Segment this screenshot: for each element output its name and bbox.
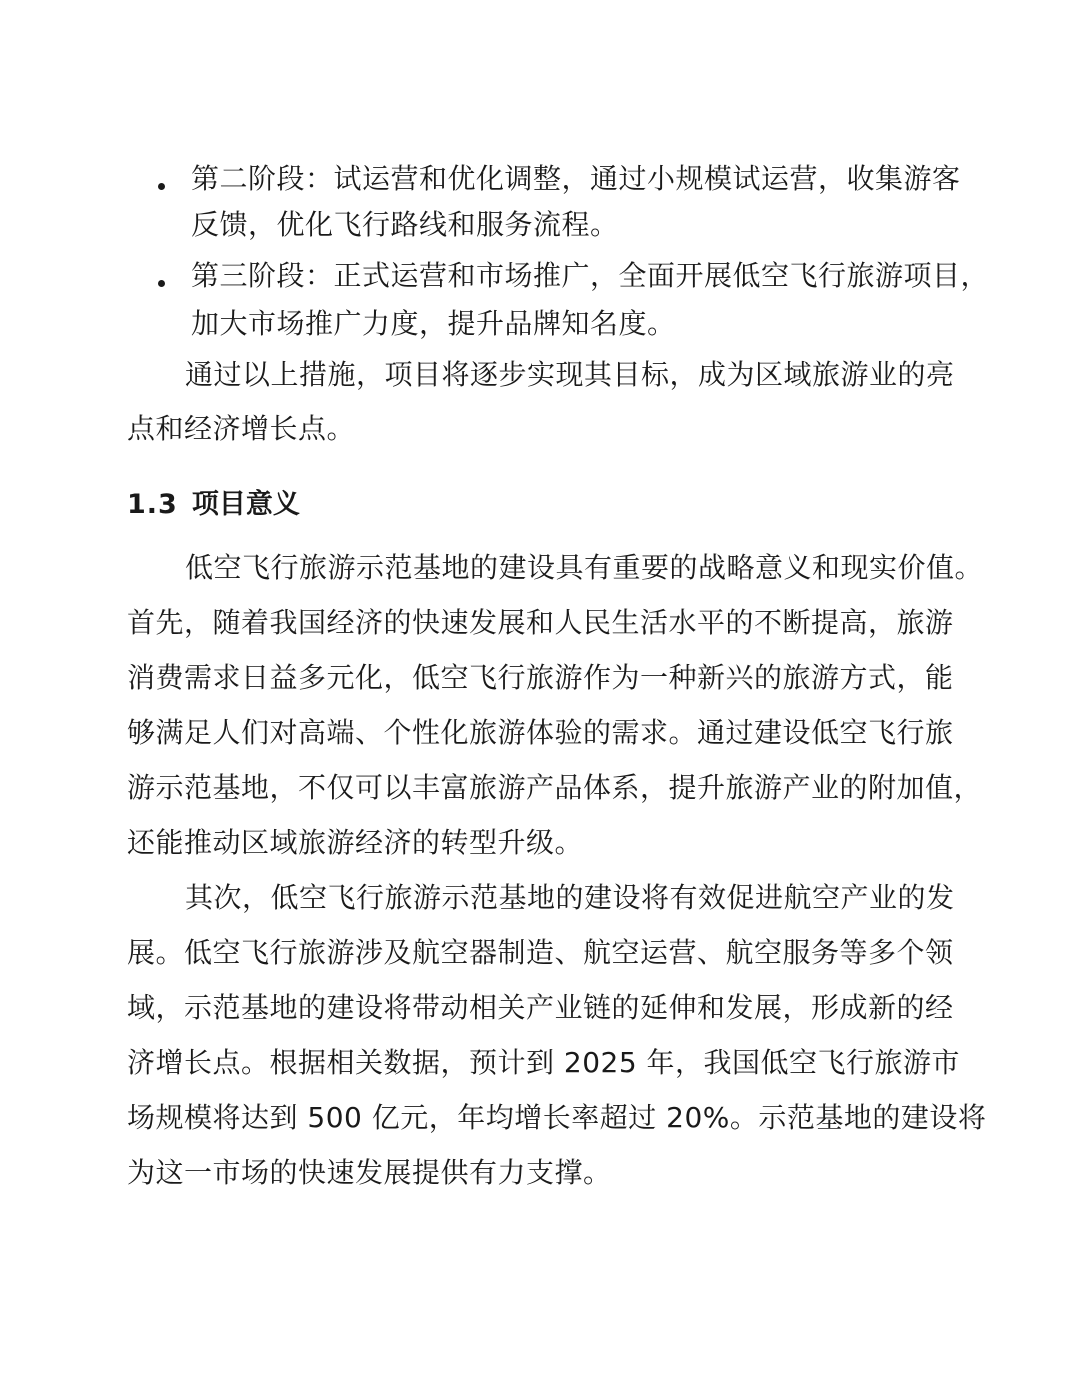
- paragraph-1-line-2: 首先，随着我国经济的快速发展和人民生活水平的不断提高，旅游: [127, 606, 954, 639]
- bullet-2-line-1: 第三阶段：正式运营和市场推广，全面开展低空飞行旅游项目，: [191, 259, 990, 292]
- bullet-dot: [158, 280, 165, 287]
- paragraph-1-line-5: 游示范基地，不仅可以丰富旅游产品体系，提升旅游产业的附加值，: [127, 771, 983, 804]
- section-title: 项目意义: [191, 489, 300, 520]
- section-number: 1.3: [127, 489, 178, 520]
- paragraph-1-line-1: 低空飞行旅游示范基地的建设具有重要的战略意义和现实价值。: [185, 551, 984, 584]
- paragraph-2-line-2: 展。低空飞行旅游涉及航空器制造、航空运营、航空服务等多个领: [127, 936, 954, 969]
- bullet-2-line-2: 加大市场推广力度，提升品牌知名度。: [191, 307, 676, 340]
- bullet-1-line-1: 第二阶段：试运营和优化调整，通过小规模试运营，收集游客: [191, 162, 961, 195]
- paragraph-2-line-1: 其次，低空飞行旅游示范基地的建设将有效促进航空产业的发: [185, 881, 955, 914]
- paragraph-1-line-3: 消费需求日益多元化，低空飞行旅游作为一种新兴的旅游方式，能: [127, 661, 954, 694]
- paragraph-2-line-6: 为这一市场的快速发展提供有力支撑。: [127, 1156, 612, 1189]
- paragraph-2-line-4: 济增长点。根据相关数据，预计到 2025 年，我国低空飞行旅游市: [127, 1046, 961, 1079]
- paragraph-1-line-4: 够满足人们对高端、个性化旅游体验的需求。通过建设低空飞行旅: [127, 716, 954, 749]
- summary-line-1: 通过以上措施，项目将逐步实现其目标，成为区域旅游业的亮: [185, 358, 955, 391]
- bullet-dot: [158, 183, 165, 190]
- bullet-1-line-2: 反馈，优化飞行路线和服务流程。: [191, 208, 619, 241]
- summary-line-2: 点和经济增长点。: [127, 412, 356, 445]
- paragraph-1-line-6: 还能推动区域旅游经济的转型升级。: [127, 826, 584, 859]
- paragraph-2-line-3: 域，示范基地的建设将带动相关产业链的延伸和发展，形成新的经: [127, 991, 954, 1024]
- paragraph-2-line-5: 场规模将达到 500 亿元，年均增长率超过 20%。示范基地的建设将: [127, 1101, 987, 1134]
- section-heading: [127, 487, 300, 523]
